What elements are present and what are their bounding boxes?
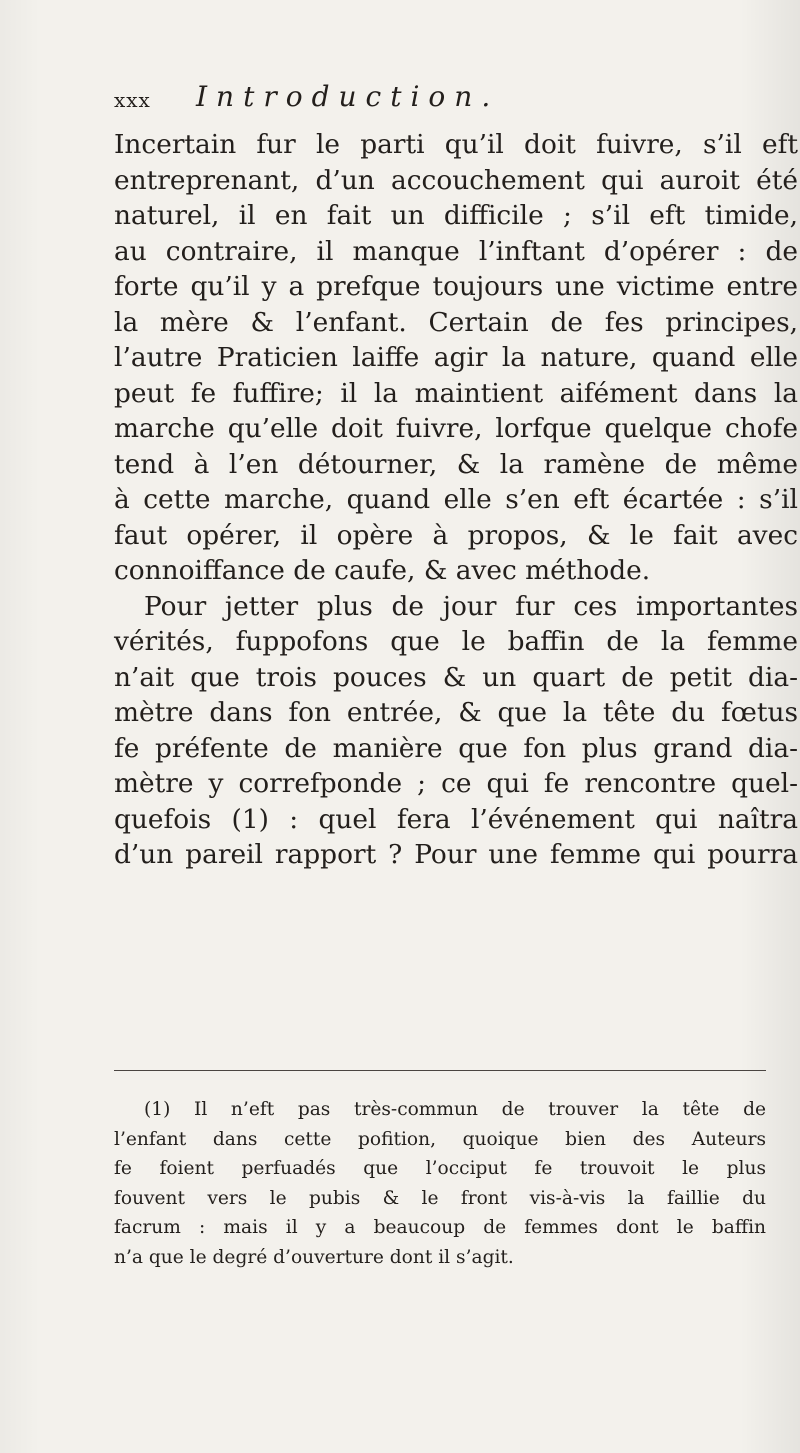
footnote-line: (1) Il n’eft pas très-commun de trouver la tête de: [144, 1099, 766, 1120]
text-line: fe préfente de manière que fon plus grand dia-: [114, 732, 798, 764]
text-line: quefois (1) : quel fera l’événement qui naîtra: [114, 803, 798, 835]
text-line: à cette marche, quand elle s’en eft écartée : s’il: [114, 484, 798, 515]
footnote-line: fe foient perfuadés que l’occiput fe trouvoit le plus: [114, 1158, 766, 1180]
text-line: la mère & l’enfant. Certain de fes principes,: [114, 306, 798, 338]
footnote-line: n’a que le degré d’ouverture dont il s’agit.: [114, 1246, 514, 1268]
paragraph-1: [114, 127, 798, 589]
text-line: mètre dans fon entrée, & que la tête du fœtus: [114, 697, 798, 728]
text-line: n’ait que trois pouces & un quart de petit dia-: [114, 661, 798, 693]
footnote-rule: [114, 1070, 766, 1071]
text-line: Pour jetter plus de jour fur ces importantes: [144, 590, 798, 622]
text-line: tend à l’en détourner, & la ramène de même: [114, 448, 798, 480]
text-line: naturel, il en fait un difficile ; s’il eft timide,: [114, 200, 798, 231]
text-line: l’autre Praticien laiffe agir la nature, quand elle: [114, 342, 798, 373]
running-head: [114, 80, 794, 124]
running-title: Introduction.: [196, 80, 500, 113]
text-line: d’un pareil rapport ? Pour une femme qui pourra: [114, 839, 798, 870]
text-line: connoiffance de caufe, & avec méthode.: [114, 555, 651, 586]
text-line: peut fe fuffire; il la maintient aifément dans la: [114, 377, 798, 409]
text-line: forte qu’il y a prefque toujours une victime entre: [114, 271, 798, 302]
text-line: marche qu’elle doit fuivre, lorfque quelque chofe: [114, 413, 798, 444]
footnote: [114, 1095, 766, 1273]
text-line: mètre y correfponde ; ce qui fe rencontre quel-: [114, 768, 798, 799]
footnote-line: facrum : mais il y a beaucoup de femmes dont le baffin: [114, 1217, 766, 1239]
text-line: entreprenant, d’un accouchement qui auroit été: [114, 164, 798, 196]
main-text: [114, 127, 798, 873]
text-line: au contraire, il manque l’inftant d’opérer : de: [114, 235, 798, 267]
text-line: vérités, fuppofons que le baffin de la femme: [114, 626, 798, 657]
text-line: faut opérer, il opère à propos, & le fait avec: [114, 519, 798, 551]
text-line: Incertain fur le parti qu’il doit fuivre, s’il eft: [114, 129, 798, 160]
page-folio: xxx: [114, 88, 151, 112]
paragraph-2: [114, 589, 798, 873]
footnote-line: fouvent vers le pubis & le front vis-à-vis la faillie du: [114, 1187, 766, 1209]
footnote-line: l’enfant dans cette pofition, quoique bien des Auteurs: [114, 1128, 766, 1150]
